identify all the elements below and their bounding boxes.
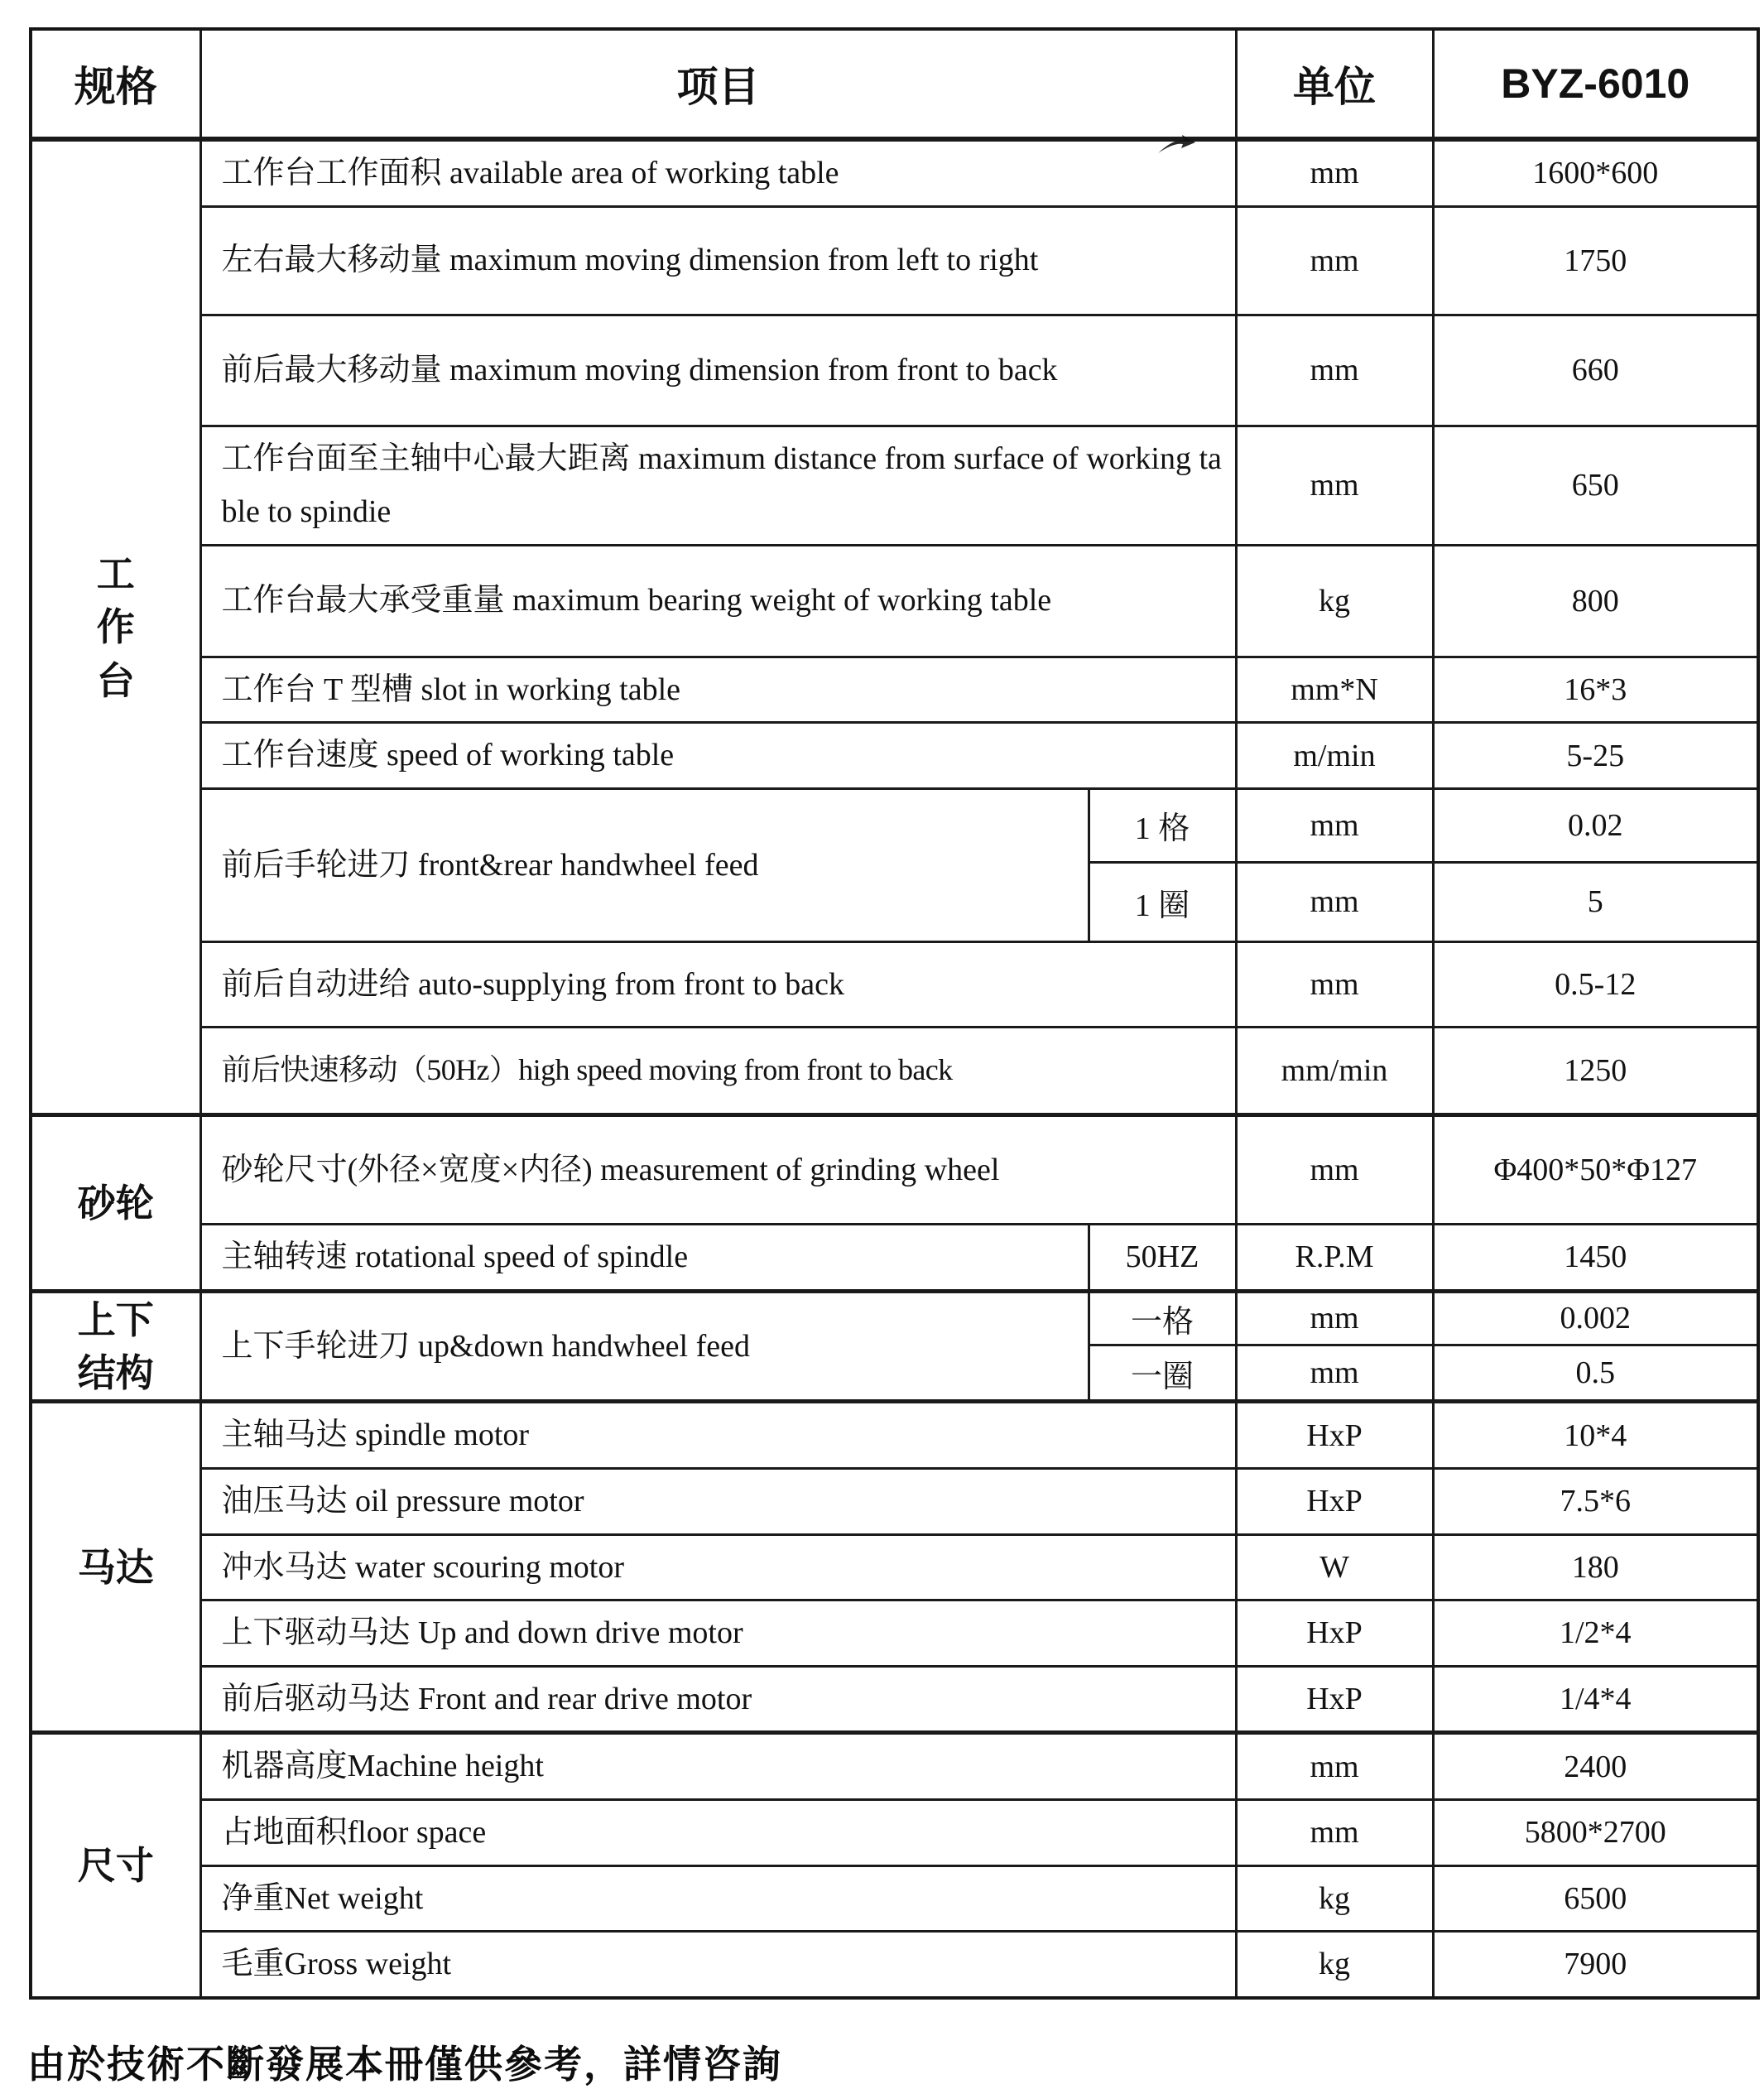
unit-cell: W <box>1236 1534 1433 1600</box>
section-label-motor: 马达 <box>31 1402 200 1733</box>
value-cell: 16*3 <box>1433 657 1758 723</box>
item-cell: 工作台速度 speed of working table <box>200 723 1236 789</box>
unit-cell: mm <box>1236 139 1433 206</box>
header-item: 项目 <box>200 29 1236 139</box>
item-cell: 主轴马达 spindle motor <box>200 1402 1236 1469</box>
section-label-grinding-wheel: 砂轮 <box>31 1114 200 1291</box>
item-cell: 占地面积floor space <box>200 1799 1236 1865</box>
sub-label-cell: 1 格 <box>1089 788 1236 862</box>
unit-cell: mm <box>1236 1733 1433 1800</box>
unit-cell: HxP <box>1236 1402 1433 1469</box>
value-cell: 0.002 <box>1433 1291 1758 1345</box>
item-cell: 前后快速移动（50Hz）high speed moving from front to back <box>200 1027 1236 1114</box>
table-row <box>31 1932 1758 1998</box>
table-row <box>31 426 1758 545</box>
table-row <box>31 1865 1758 1932</box>
table-row <box>31 723 1758 789</box>
item-cell: 工作台面至主轴中心最大距离 maximum distance from surface of working table to spindie <box>200 426 1236 545</box>
table-row <box>31 941 1758 1027</box>
unit-cell: HxP <box>1236 1600 1433 1667</box>
unit-cell: kg <box>1236 545 1433 657</box>
item-cell: 上下手轮进刀 up&down handwheel feed <box>200 1291 1089 1402</box>
table-header-row <box>31 29 1758 139</box>
table-row <box>31 1114 1758 1224</box>
unit-cell: R.P.M <box>1236 1224 1433 1291</box>
value-cell: 1/4*4 <box>1433 1666 1758 1733</box>
item-cell: 工作台工作面积 available area of working table <box>200 139 1236 206</box>
scan-artifact-mark <box>1157 133 1195 159</box>
table-row <box>31 1666 1758 1733</box>
value-cell: 5800*2700 <box>1433 1799 1758 1865</box>
sub-label-cell: 50HZ <box>1089 1224 1236 1291</box>
value-cell: 1/2*4 <box>1433 1600 1758 1667</box>
table-row <box>31 1799 1758 1865</box>
unit-cell: mm*N <box>1236 657 1433 723</box>
spec-sheet <box>0 27 1764 2086</box>
table-row <box>31 1224 1758 1291</box>
table-row <box>31 1733 1758 1800</box>
unit-cell: mm <box>1236 941 1433 1027</box>
value-cell: 1450 <box>1433 1224 1758 1291</box>
item-cell: 冲水马达 water scouring motor <box>200 1534 1236 1600</box>
item-cell: 毛重Gross weight <box>200 1932 1236 1998</box>
value-cell: 1750 <box>1433 206 1758 315</box>
item-cell: 前后手轮进刀 front&rear handwheel feed <box>200 788 1089 941</box>
unit-cell: mm <box>1236 862 1433 941</box>
unit-cell: mm <box>1236 1114 1433 1224</box>
section-label-worktable <box>31 139 200 1114</box>
value-cell: 650 <box>1433 426 1758 545</box>
unit-cell: HxP <box>1236 1468 1433 1534</box>
unit-cell: m/min <box>1236 723 1433 789</box>
item-cell: 净重Net weight <box>200 1865 1236 1932</box>
section-label-updown-structure <box>31 1291 200 1402</box>
item-cell: 主轴转速 rotational speed of spindle <box>200 1224 1089 1291</box>
item-cell: 工作台 T 型槽 slot in working table <box>200 657 1236 723</box>
header-spec: 规格 <box>31 29 200 139</box>
table-row <box>31 1291 1758 1345</box>
item-cell: 机器高度Machine height <box>200 1733 1236 1800</box>
table-row <box>31 139 1758 206</box>
unit-cell: kg <box>1236 1865 1433 1932</box>
item-cell: 工作台最大承受重量 maximum bearing weight of working table <box>200 545 1236 657</box>
unit-cell: mm <box>1236 206 1433 315</box>
unit-cell: mm <box>1236 1291 1433 1345</box>
value-cell: 180 <box>1433 1534 1758 1600</box>
value-cell: 2400 <box>1433 1733 1758 1800</box>
table-row <box>31 1402 1758 1469</box>
item-cell: 砂轮尺寸(外径×宽度×内径) measurement of grinding wheel <box>200 1114 1236 1224</box>
table-row <box>31 1468 1758 1534</box>
table-row <box>31 545 1758 657</box>
value-cell: 800 <box>1433 545 1758 657</box>
value-cell: 10*4 <box>1433 1402 1758 1469</box>
value-cell: 5 <box>1433 862 1758 941</box>
table-row <box>31 657 1758 723</box>
value-cell: 0.5-12 <box>1433 941 1758 1027</box>
spec-table <box>29 27 1760 2000</box>
unit-cell: HxP <box>1236 1666 1433 1733</box>
item-cell: 上下驱动马达 Up and down drive motor <box>200 1600 1236 1667</box>
sub-label-cell: 一格 <box>1089 1291 1236 1345</box>
table-row <box>31 1600 1758 1667</box>
value-cell: Φ400*50*Φ127 <box>1433 1114 1758 1224</box>
sub-label-cell: 1 圈 <box>1089 862 1236 941</box>
value-cell: 7.5*6 <box>1433 1468 1758 1534</box>
value-cell: 6500 <box>1433 1865 1758 1932</box>
value-cell: 1250 <box>1433 1027 1758 1114</box>
table-row <box>31 788 1758 862</box>
sub-label-cell: 一圈 <box>1089 1345 1236 1402</box>
header-model: BYZ-6010 <box>1433 29 1758 139</box>
footer-note: 由於技術不斷發展本冊僅供參考，詳情咨詢 <box>27 2042 782 2086</box>
unit-cell: mm/min <box>1236 1027 1433 1114</box>
value-cell: 1600*600 <box>1433 139 1758 206</box>
item-cell: 前后自动进给 auto-supplying from front to back <box>200 941 1236 1027</box>
table-row <box>31 1534 1758 1600</box>
section-label-text: 工作台 <box>96 551 135 702</box>
value-cell: 0.02 <box>1433 788 1758 862</box>
header-unit: 单位 <box>1236 29 1433 139</box>
section-label-dimensions: 尺寸 <box>31 1733 200 1998</box>
value-cell: 7900 <box>1433 1932 1758 1998</box>
section-label-text: 上下结构 <box>77 1297 154 1394</box>
unit-cell: mm <box>1236 426 1433 545</box>
unit-cell: kg <box>1236 1932 1433 1998</box>
unit-cell: mm <box>1236 1345 1433 1402</box>
table-row <box>31 1027 1758 1114</box>
unit-cell: mm <box>1236 1799 1433 1865</box>
item-cell: 油压马达 oil pressure motor <box>200 1468 1236 1534</box>
value-cell: 660 <box>1433 315 1758 426</box>
table-row <box>31 315 1758 426</box>
item-cell: 前后最大移动量 maximum moving dimension from front to back <box>200 315 1236 426</box>
value-cell: 5-25 <box>1433 723 1758 789</box>
item-cell: 左右最大移动量 maximum moving dimension from left to right <box>200 206 1236 315</box>
unit-cell: mm <box>1236 315 1433 426</box>
table-row <box>31 206 1758 315</box>
unit-cell: mm <box>1236 788 1433 862</box>
item-cell: 前后驱动马达 Front and rear drive motor <box>200 1666 1236 1733</box>
value-cell: 0.5 <box>1433 1345 1758 1402</box>
